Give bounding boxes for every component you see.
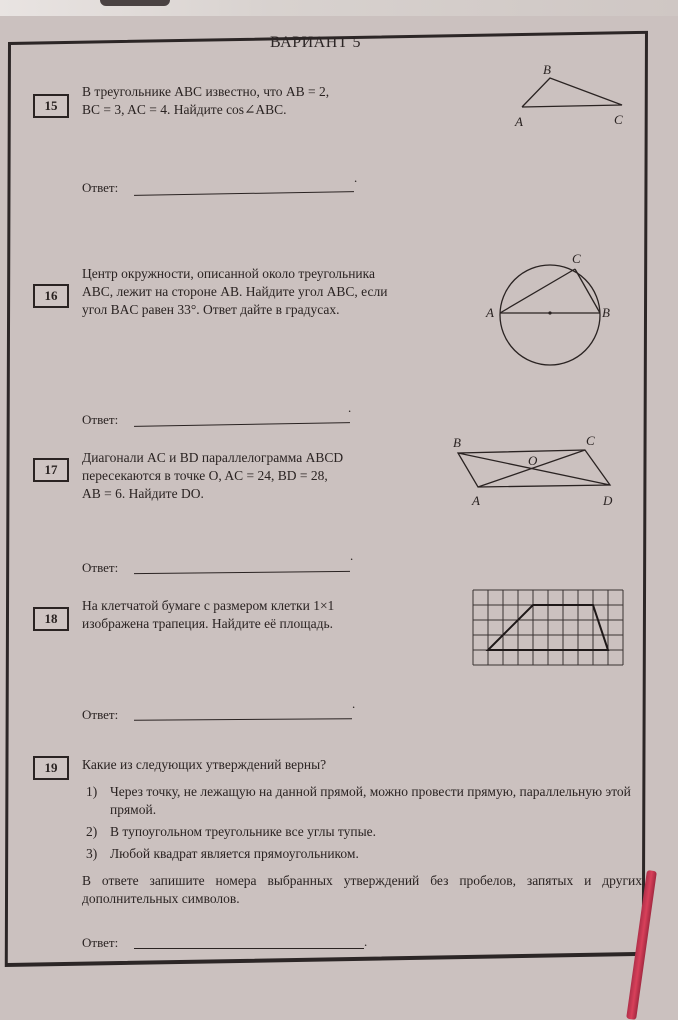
answer-period: . — [348, 400, 352, 415]
task-number-box: 15 — [33, 94, 69, 118]
answer-label: Ответ: — [82, 707, 119, 722]
task-text-line: AB = 6. Найдите DO. — [82, 486, 204, 501]
vertex-label-c: C — [572, 251, 581, 266]
task-text — [82, 265, 462, 319]
task-text-line: В треугольнике ABC известно, что AB = 2, — [82, 84, 330, 99]
vertex-label-b: B — [602, 305, 610, 320]
task-text — [82, 597, 427, 633]
answer-label: Ответ: — [82, 180, 119, 195]
statement-text: Любой квадрат является прямоугольником. — [110, 846, 359, 861]
statement-number: 1) — [86, 784, 98, 799]
statement-text: В тупоугольном треугольнике все углы тупые. — [110, 824, 377, 839]
vertex-label-c: C — [586, 433, 595, 448]
answer-input-line[interactable] — [134, 948, 364, 949]
statement-item — [86, 783, 642, 819]
answer-period: . — [364, 934, 368, 949]
page-title: ВАРИАНТ 5 — [270, 34, 362, 51]
task-text-line: изображена трапеция. Найдите её площадь. — [82, 616, 334, 631]
background-shadow — [100, 0, 170, 6]
task-number-box: 16 — [33, 284, 69, 308]
task-text — [82, 83, 432, 119]
vertex-label-a: A — [515, 114, 523, 129]
statements-list — [86, 783, 642, 867]
task-number-box: 17 — [33, 458, 69, 482]
task-number-box: 19 — [33, 756, 69, 780]
vertex-label-c: C — [614, 112, 623, 127]
task-text-line: пересекаются в точке O, AC = 24, BD = 28, — [82, 468, 328, 483]
task-instruction: В ответе запишите номера выбранных утверждений без пробелов, запятых и других дополнительных символов. — [82, 873, 642, 906]
statement-item — [86, 845, 642, 863]
parallelogram-figure — [450, 435, 630, 515]
answer-label: Ответ: — [82, 935, 119, 950]
statement-number: 3) — [86, 846, 98, 861]
task-text — [82, 449, 427, 503]
answer-label: Ответ: — [82, 560, 119, 575]
statement-number: 2) — [86, 824, 98, 839]
vertex-label-a: A — [486, 305, 494, 320]
task-text-line: На клетчатой бумаге с размером клетки 1×1 — [82, 598, 335, 613]
answer-period: . — [352, 696, 356, 711]
vertex-label-a: A — [472, 493, 480, 508]
task-question: Какие из следующих утверждений верны? — [82, 757, 327, 772]
task-text-line: угол BAC равен 33°. Ответ дайте в градусах. — [82, 302, 340, 317]
vertex-label-b: B — [543, 62, 551, 77]
statement-item — [86, 823, 642, 841]
vertex-label-o: O — [528, 453, 538, 468]
circle-triangle-figure — [486, 251, 620, 385]
answer-period: . — [354, 170, 358, 185]
statement-text: Через точку, не лежащую на данной прямой, можно провести прямую, параллельную этой прямой. — [110, 784, 631, 817]
task-number-box: 18 — [33, 607, 69, 631]
task-text-line: BC = 3, AC = 4. Найдите cos∠ABC. — [82, 102, 287, 117]
vertex-label-d: D — [603, 493, 613, 508]
answer-period: . — [350, 548, 354, 563]
vertex-label-b: B — [453, 435, 461, 450]
task-text-line: ABC, лежит на стороне AB. Найдите угол ABC, если — [82, 284, 388, 299]
task-text-line: Центр окружности, описанной около треугольника — [82, 266, 375, 281]
grid-trapezoid-figure — [473, 590, 625, 666]
triangle-figure — [510, 60, 623, 140]
answer-label: Ответ: — [82, 412, 119, 427]
task-text-line: Диагонали AC и BD параллелограмма ABCD — [82, 450, 344, 465]
